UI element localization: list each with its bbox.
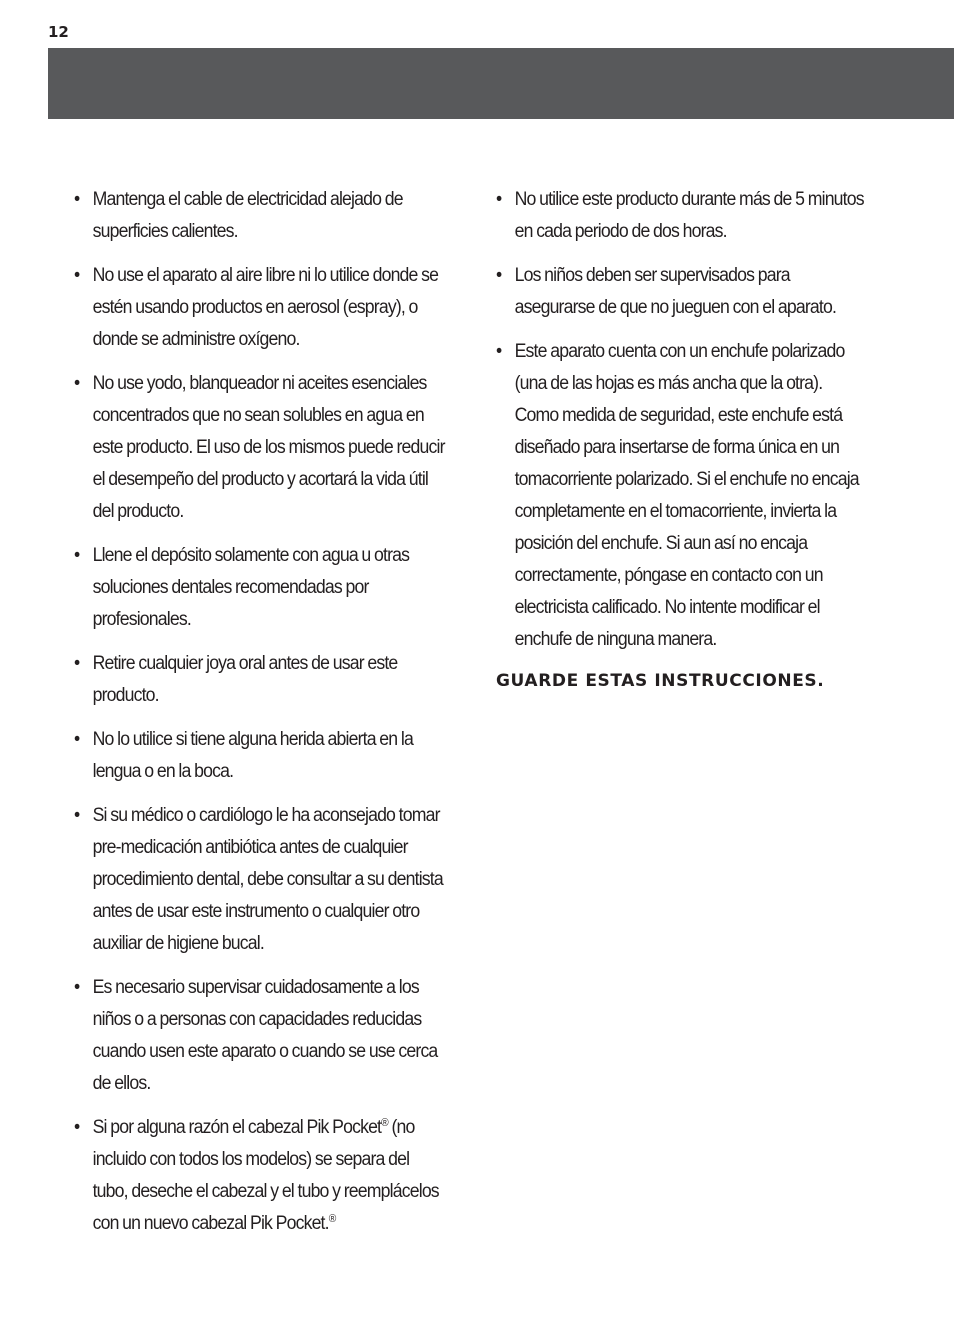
list-item-text: No lo utilice si tiene alguna herida abierta en la lengua o en la boca. <box>92 729 413 782</box>
list-item-text: Los niños deben ser supervisados para asegurarse de que no jueguen con el aparato. <box>514 265 837 318</box>
bullet-icon: • <box>74 189 81 210</box>
list-item <box>74 648 446 712</box>
bullet-icon: • <box>496 189 503 210</box>
bullet-icon: • <box>74 265 81 286</box>
bullet-icon: • <box>74 805 81 826</box>
bullet-icon: • <box>496 265 503 286</box>
list-item <box>74 260 446 356</box>
list-item <box>496 184 868 248</box>
bullet-icon: • <box>74 373 81 394</box>
pik-pocket-text-part1: Si por alguna razón el cabezal Pik Pocket <box>92 1117 382 1138</box>
list-item <box>74 368 446 528</box>
bullet-icon: • <box>74 653 81 674</box>
bullet-icon: • <box>74 729 81 750</box>
save-instructions-heading: GUARDE ESTAS INSTRUCCIONES. <box>496 671 825 691</box>
list-item <box>74 184 446 248</box>
left-column-list <box>74 184 474 1252</box>
list-item <box>74 540 446 636</box>
bullet-icon: • <box>74 1117 81 1138</box>
list-item <box>74 972 446 1100</box>
list-item-text: No utilice este producto durante más de 5 minutos en cada periodo de dos horas. <box>514 189 864 242</box>
list-item-text: Este aparato cuenta con un enchufe polarizado (una de las hojas es más ancha que la otra). Como medida de seguridad, este enchufe está diseñado para insertarse de forma única en un tomacorriente polarizado. Si el enchufe no encaja completamente en el tomacorriente, invierta la posición del enchufe. Si aun así no encaja correctamente, póngase en contacto con un electricista calificado. No intente modificar el enchufe de ninguna manera. <box>514 341 859 650</box>
list-item <box>74 800 446 960</box>
list-item <box>74 1112 446 1240</box>
list-item <box>74 724 446 788</box>
bullet-icon: • <box>74 977 81 998</box>
page-number: 12 <box>48 23 69 41</box>
list-item-text: Retire cualquier joya oral antes de usar este producto. <box>92 653 398 706</box>
list-item-text: No use yodo, blanqueador ni aceites esenciales concentrados que no sean solubles en agua en este producto. El uso de los mismos puede reducir el desempeño del producto y acortará la vida útil del producto. <box>92 373 445 522</box>
list-item-text: Mantenga el cable de electricidad alejado de superficies calientes. <box>92 189 403 242</box>
list-item-text <box>93 1112 446 1240</box>
bullet-icon: • <box>74 545 81 566</box>
list-item-text: Es necesario supervisar cuidadosamente a los niños o a personas con capacidades reducidas cuando usen este aparato o cuando se use cerca de ellos. <box>92 977 438 1094</box>
list-item-text: Si su médico o cardiólogo le ha aconsejado tomar pre-medicación antibiótica antes de cualquier procedimiento dental, debe consultar a su dentista antes de usar este instrumento o cualquier otro auxiliar de higiene bucal. <box>92 805 443 954</box>
registered-mark: ® <box>381 1117 388 1129</box>
right-column-list <box>496 184 896 668</box>
registered-mark: ® <box>328 1213 336 1225</box>
bullet-icon: • <box>496 341 503 362</box>
pik-pocket-text-part2: (no incluido con todos los modelos) se separa del tubo, deseche el cabezal y el tubo y reemplácelos con un nuevo cabezal Pik Pocket. <box>92 1117 439 1234</box>
list-item <box>496 260 868 324</box>
list-item-text: Llene el depósito solamente con agua u otras soluciones dentales recomendadas por profesionales. <box>92 545 410 630</box>
list-item-text: No use el aparato al aire libre ni lo utilice donde se estén usando productos en aerosol (espray), o donde se administre oxígeno. <box>92 265 439 350</box>
header-band <box>48 48 954 119</box>
list-item <box>496 336 868 656</box>
